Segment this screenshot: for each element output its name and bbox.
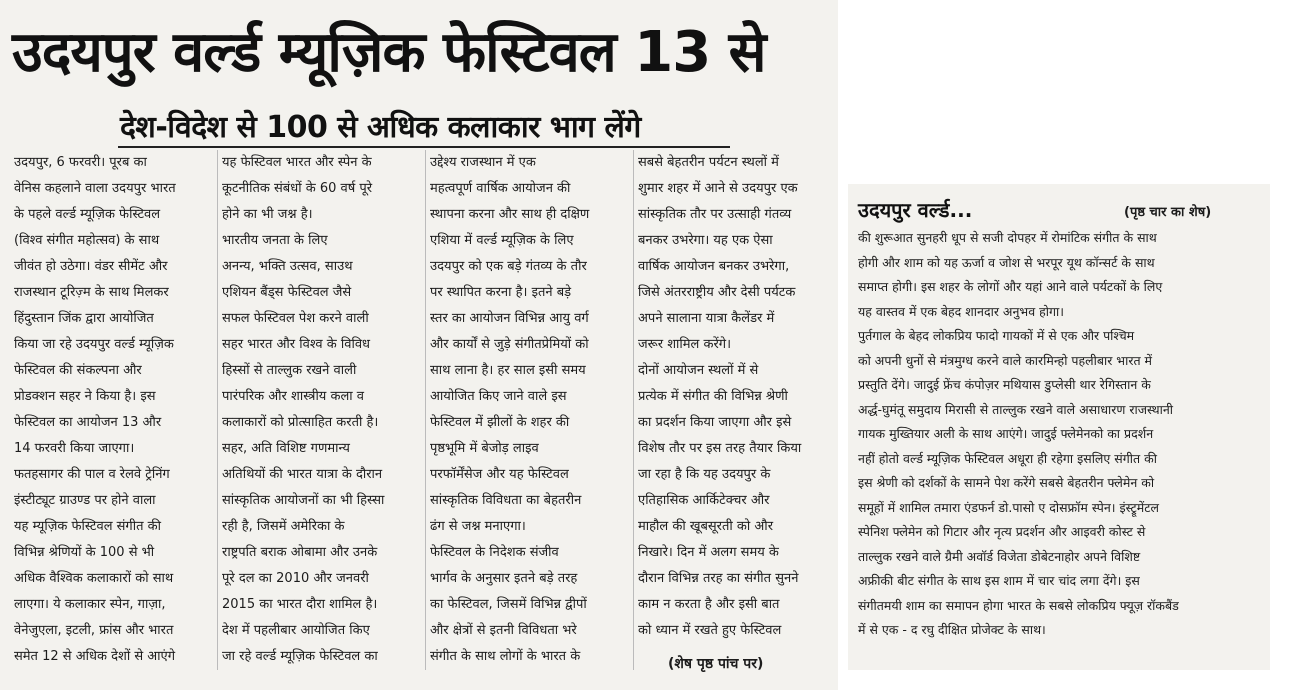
continuation-line: समूहों में शामिल तमारा एंडफर्न डो.पासो ए दोसफ्रॉम स्पेन। इंस्ट्रूमेंटल	[858, 499, 1160, 515]
article-line: का फेस्टिवल, जिसमें विभिन्न द्वीपों	[430, 597, 587, 612]
article-line: दौरान विभिन्न तरह का संगीत सुनने	[638, 571, 799, 586]
article-line: ढंग से जश्न मनाएगा।	[430, 519, 526, 534]
article-column-3	[430, 150, 630, 680]
continuation-line: यह वास्तव में एक बेहद शानदार अनुभव होगा।	[858, 303, 1065, 319]
article-line: किया जा रहे उदयपुर वर्ल्ड म्यूज़िक	[14, 337, 174, 352]
article-line: अधिक वैश्विक कलाकारों को साथ	[14, 571, 174, 586]
continuation-line: स्पेनिश फ्लेमेन को गिटार और नृत्य प्रदर्शन और आइवरी कोस्ट से	[858, 524, 1146, 539]
article-line: महत्वपूर्ण वार्षिक आयोजन की	[430, 181, 571, 196]
article-line: और क्षेत्रों से इतनी विविधता भरे	[430, 623, 577, 638]
article-line: रही है, जिसमें अमेरिका के	[222, 519, 345, 534]
continuation-line: समाप्त होगी। इस शहर के लोगों और यहां आने वाले पर्यटकों के लिए	[858, 279, 1163, 294]
article-line: दोनों आयोजन स्थलों में से	[638, 363, 759, 378]
article-line: पर स्थापित करना है। इतने बड़े	[430, 285, 572, 300]
continuation-line: अर्द्ध-घुमंतू समुदाय मिरासी से ताल्लुक रखने वाले असाधारण राजस्थानी	[858, 401, 1174, 417]
article-line: उद्देश्य राजस्थान में एक	[430, 155, 536, 170]
article-line: के पहले वर्ल्ड म्यूज़िक फेस्टिवल	[14, 207, 161, 222]
article-line: इंस्टीट्यूट ग्राउण्ड पर होने वाला	[14, 493, 156, 508]
column-divider	[633, 150, 634, 670]
article-line: एशिया में वर्ल्ड म्यूज़िक के लिए	[430, 233, 574, 248]
article-line: फेस्टिवल की संकल्पना और	[14, 363, 142, 378]
article-line: स्तर का आयोजन विभिन्न आयु वर्ग	[430, 311, 589, 326]
article-line: सबसे बेहतरीन पर्यटन स्थलों में	[638, 155, 779, 170]
article-line: यह म्यूज़िक फेस्टिवल संगीत की	[14, 519, 162, 534]
article-line: बनकर उभरेगा। यह एक ऐसा	[638, 233, 773, 248]
continuation-line: पुर्तगाल के बेहद लोकप्रिय फादो गायकों में से एक और पश्चिम	[858, 328, 1135, 343]
column-divider	[425, 150, 426, 670]
article-line: सहर भारत और विश्व के विविध	[222, 337, 371, 352]
article-line: अतिथियों की भारत यात्रा के दौरान	[222, 467, 383, 482]
article-line: जा रहे वर्ल्ड म्यूज़िक फेस्टिवल का	[222, 649, 378, 664]
continuation-clipping	[848, 184, 1270, 670]
article-line: वेनेजुएला, इटली, फ्रांस और भारत	[14, 623, 174, 638]
article-line: राजस्थान टूरिज़्म के साथ मिलकर	[14, 285, 169, 300]
article-line: सांस्कृतिक तौर पर उत्साही गंतव्य	[638, 207, 792, 222]
article-line: संगीत के साथ लोगों के भारत के	[430, 649, 581, 664]
article-line: स्थापना करना और साथ ही दक्षिण	[430, 207, 590, 222]
article-line: साथ लाना है। हर साल इसी समय	[430, 363, 586, 378]
article-line: फतहसागर की पाल व रेलवे ट्रेनिंग	[14, 467, 170, 482]
article-line: जरूर शामिल करेंगे।	[638, 337, 732, 352]
article-line: देश में पहलीबार आयोजित किए	[222, 623, 370, 638]
article-line: भार्गव के अनुसार इतने बड़े तरह	[430, 571, 578, 586]
article-line: पृष्ठभूमि में बेजोड़ लाइव	[430, 441, 539, 456]
article-line: होने का भी जश्न है।	[222, 207, 313, 222]
article-line: एशियन बैंड्स फेस्टिवल जैसे	[222, 285, 352, 300]
continuation-body	[858, 226, 1262, 666]
article-line: (विश्व संगीत महोत्सव) के साथ	[14, 233, 160, 248]
article-line: आयोजित किए जाने वाले इस	[430, 389, 567, 404]
article-line: और कार्यों से जुड़े संगीतप्रेमियों को	[430, 337, 589, 352]
subheadline-underline	[118, 146, 730, 148]
article-line: विभिन्न श्रेणियों के 100 से भी	[14, 545, 155, 560]
article-line: सांस्कृतिक विविधता का बेहतरीन	[430, 493, 582, 508]
article-line: 14 फरवरी किया जाएगा।	[14, 441, 135, 456]
article-column-1	[14, 150, 214, 680]
article-line: सफल फेस्टिवल पेश करने वाली	[222, 311, 369, 326]
article-line: जिसे अंतरराष्ट्रीय और देसी पर्यटक	[638, 285, 796, 300]
article-line: माहौल की खूबसूरती को और	[638, 519, 774, 534]
article-line: फेस्टिवल के निदेशक संजीव	[430, 545, 559, 560]
article-line: कलाकारों को प्रोत्साहित करती है।	[222, 415, 379, 430]
article-line: एतिहासिक आर्किटेक्चर और	[638, 493, 770, 508]
article-line: फेस्टिवल में झीलों के शहर की	[430, 415, 570, 430]
article-line: कूटनीतिक संबंधों के 60 वर्ष पूरे	[222, 181, 373, 196]
article-line: वार्षिक आयोजन बनकर उभरेगा,	[638, 259, 790, 274]
continuation-line: इस श्रेणी को दर्शकों के सामने पेश करेंगे सबसे बेहतरीन फ्लेमेन को	[858, 475, 1155, 490]
article-line: सांस्कृतिक आयोजनों का भी हिस्सा	[222, 493, 385, 508]
continuation-line: नहीं होतो वर्ल्ड म्यूज़िक फेस्टिवल अधूरा ही रहेगा इसलिए संगीत की	[858, 450, 1157, 466]
continuation-line: प्रस्तुति देंगे। जादुई फ्रेंच कंपोज़र मथियास डुप्लेसी थार रेगिस्तान के	[858, 377, 1151, 392]
headline: उदयपुर वर्ल्ड म्यूज़िक फेस्टिवल 13 से	[12, 20, 766, 85]
article-line: जा रहा है कि यह उदयपुर के	[638, 467, 771, 482]
continuation-note: (पृष्ठ चार का शेष)	[1124, 205, 1212, 220]
article-column-4	[638, 150, 838, 680]
continuation-line: होगी और शाम को यह ऊर्जा व जोश से भरपूर यूथ कॉन्सर्ट के साथ	[858, 254, 1155, 270]
article-line: सहर, अति विशिष्ट गणमान्य	[222, 441, 350, 456]
article-line: निखारे। दिन में अलग समय के	[638, 545, 779, 560]
article-line: परफॉर्मेंसेज और यह फेस्टिवल	[430, 467, 569, 482]
article-line: को ध्यान में रखते हुए फेस्टिवल	[638, 623, 782, 638]
article-line: उदयपुर, 6 फरवरी। पूरब का	[14, 155, 147, 170]
article-line: का प्रदर्शन किया जाएगा और इसे	[638, 415, 792, 430]
article-line: समेत 12 से अधिक देशों से आएंगे	[14, 649, 176, 664]
article-line: विशेष तौर पर इस तरह तैयार किया	[638, 441, 802, 456]
article-line: राष्ट्रपति बराक ओबामा और उनके	[222, 545, 378, 560]
article-line: पूरे दल का 2010 और जनवरी	[222, 571, 369, 586]
article-line: यह फेस्टिवल भारत और स्पेन के	[222, 155, 372, 170]
continuation-heading: उदयपुर वर्ल्ड...	[858, 198, 973, 222]
article-line: प्रोडक्शन सहर ने किया है। इस	[14, 389, 156, 404]
article-line: हिस्सों से ताल्लुक रखने वाली	[222, 363, 357, 378]
subheadline: देश-विदेश से 100 से अधिक कलाकार भाग लेंगे	[120, 110, 641, 145]
article-line: प्रत्येक में संगीत की विभिन्न श्रेणी	[638, 389, 788, 404]
article-line: अनन्य, भक्ति उत्सव, साउथ	[222, 259, 353, 274]
continuation-line: की शुरूआत सुनहरी धूप से सजी दोपहर में रोमांटिक संगीत के साथ	[858, 230, 1157, 245]
continuation-line: संगीतमयी शाम का समापन होगा भारत के सबसे लोकप्रिय फ्यूज़ रॉकबैंड	[858, 597, 1179, 613]
continuation-line: गायक मुख्तियार अली के साथ आएंगे। जादुई फ्लेमेनको का प्रदर्शन	[858, 426, 1154, 441]
article-line: पारंपरिक और शास्त्रीय कला व	[222, 389, 365, 404]
article-line: हिंदुस्तान जिंक द्वारा आयोजित	[14, 311, 154, 326]
continuation-line: ताल्लुक रखने वाले ग्रैमी अवॉर्ड विजेता डोबेटनाहोर अपने विशिष्ट	[858, 548, 1141, 564]
article-line: शुमार शहर में आने से उदयपुर एक	[638, 181, 798, 196]
column-divider	[217, 150, 218, 670]
article-line: लाएगा। ये कलाकार स्पेन, गाज़ा,	[14, 597, 166, 612]
article-line: उदयपुर को एक बड़े गंतव्य के तौर	[430, 259, 587, 274]
article-line: भारतीय जनता के लिए	[222, 233, 328, 248]
continuation-line: में से एक - द रघु दीक्षित प्रोजेक्ट के साथ।	[858, 622, 1046, 637]
article-line: काम न करता है और इसी बात	[638, 597, 780, 612]
article-line: वेनिस कहलाने वाला उदयपुर भारत	[14, 181, 176, 196]
jump-note: (शेष पृष्ठ पांच पर)	[668, 656, 764, 672]
continuation-line: अफ्रीकी बीट संगीत के साथ इस शाम में चार चांद लगा देंगे। इस	[858, 573, 1140, 588]
article-line: अपने सालाना यात्रा कैलेंडर में	[638, 311, 775, 326]
continuation-line: को अपनी धुनों से मंत्रमुग्ध करने वाले कारमिन्हो पहलीबार भारत में	[858, 352, 1153, 368]
article-line: 2015 का भारत दौरा शामिल है।	[222, 597, 378, 612]
article-column-2	[222, 150, 422, 680]
article-line: जीवंत हो उठेगा। वंडर सीमेंट और	[14, 259, 168, 274]
article-line: फेस्टिवल का आयोजन 13 और	[14, 415, 162, 430]
